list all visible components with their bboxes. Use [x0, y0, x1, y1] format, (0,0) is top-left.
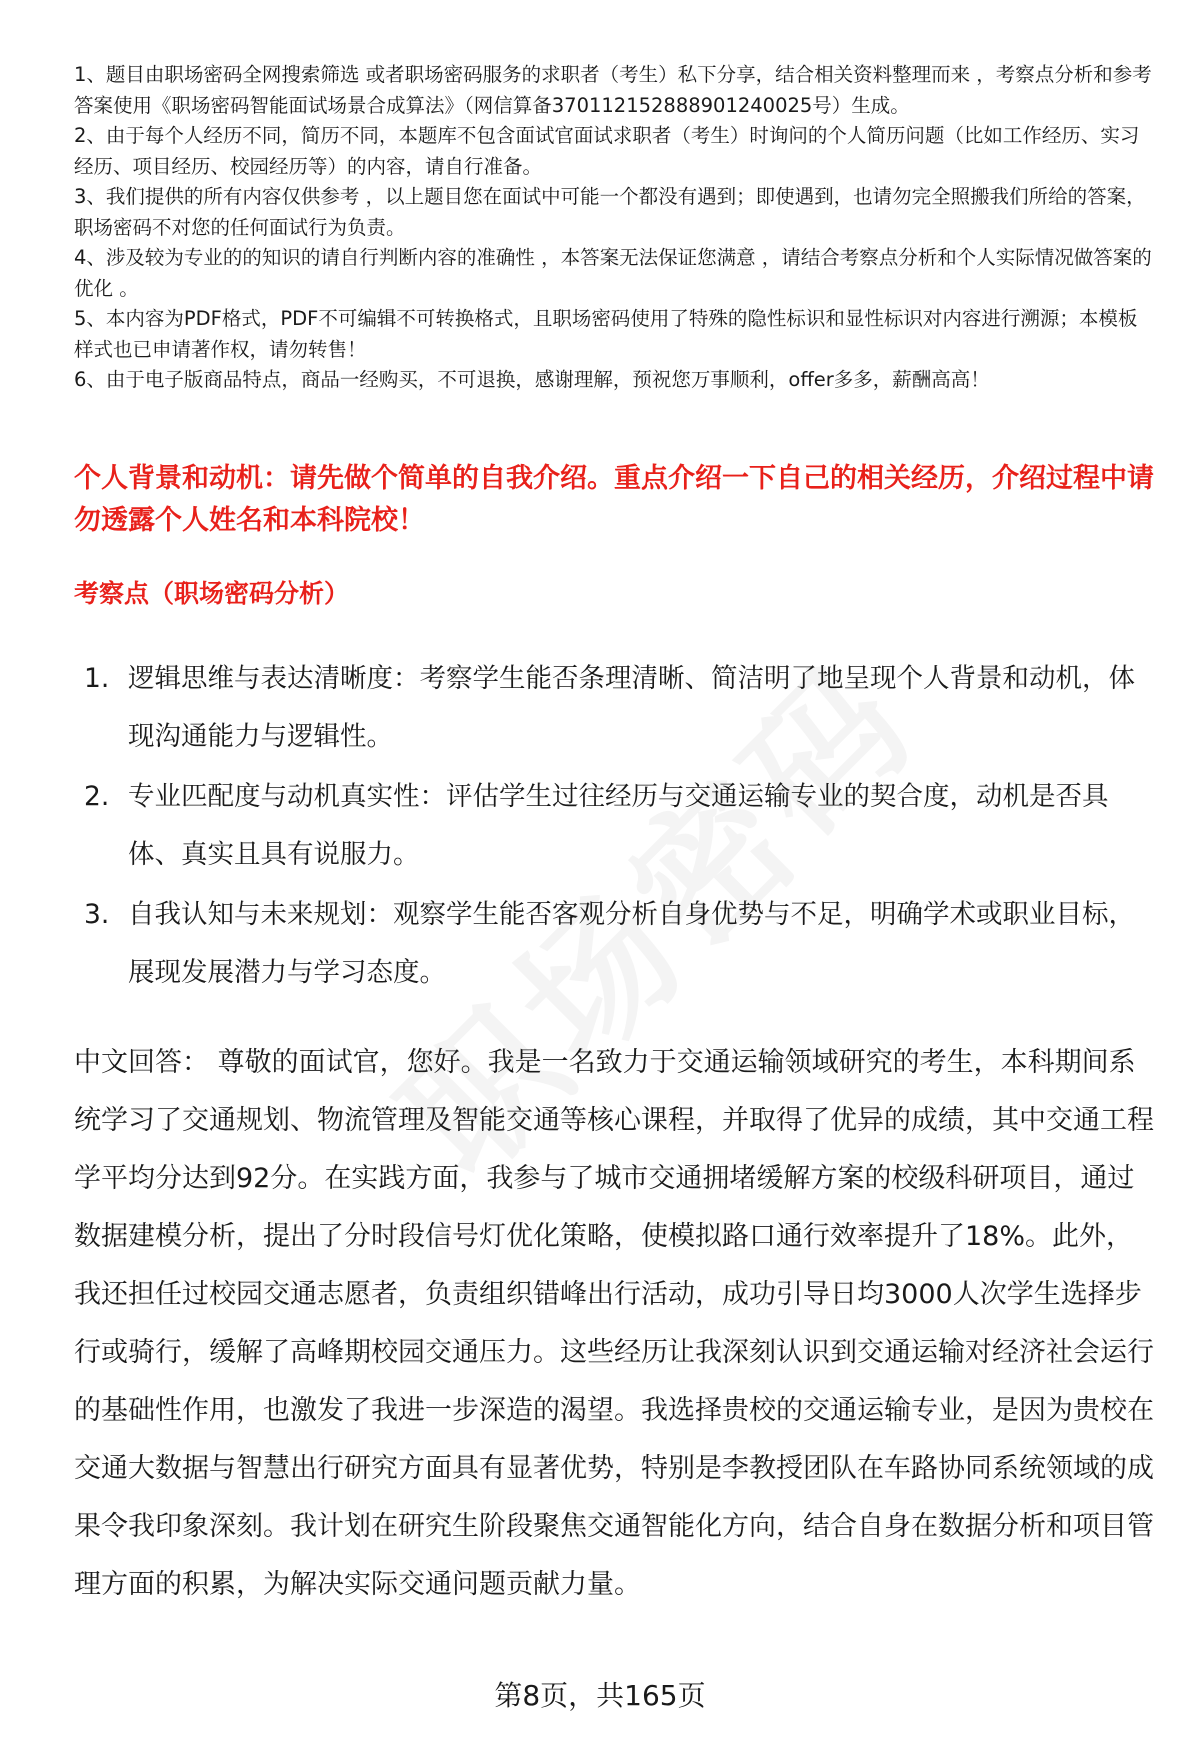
analysis-heading: 考察点（职场密码分析） [74, 579, 350, 608]
notice-item: 6、由于电子版商品特点，商品一经购买，不可退换，感谢理解，预祝您万事顺利，offer多多，薪酬高高！ [74, 368, 990, 391]
point-number: 2. [84, 781, 110, 812]
analysis-points [84, 650, 1154, 1004]
analysis-point [84, 650, 1154, 766]
notice-item: 1、题目由职场密码全网搜索筛选 或者职场密码服务的求职者（考生）私下分享，结合相关资料整理而来 ，考察点分析和参考答案使用《职场密码智能面试场景合成算法》（网信算备370112152888901240025号）生成。 [74, 63, 1152, 117]
point-text: 自我认知与未来规划：观察学生能否客观分析自身优势与不足，明确学术或职业目标，展现发展潜力与学习态度。 [128, 899, 1135, 988]
point-number: 3. [84, 899, 110, 930]
notice-item: 5、本内容为PDF格式，PDF不可编辑不可转换格式，且职场密码使用了特殊的隐性标识和显性标识对内容进行溯源；本模板样式也已申请著作权，请勿转售！ [74, 307, 1138, 361]
point-text: 逻辑思维与表达清晰度：考察学生能否条理清晰、简洁明了地呈现个人背景和动机，体现沟通能力与逻辑性。 [128, 663, 1135, 752]
analysis-point [84, 768, 1154, 884]
answer-paragraph: 中文回答： 尊敬的面试官，您好。我是一名致力于交通运输领域研究的考生，本科期间系统学习了交通规划、物流管理及智能交通等核心课程，并取得了优异的成绩，其中交通工程学平均分达到92分。在实践方面，我参与了城市交通拥堵缓解方案的校级科研项目，通过数据建模分析，提出了分时段信号灯优化策略，使模拟路口通行效率提升了18%。此外，我还担任过校园交通志愿者，负责组织错峰出行活动，成功引导日均3000人次学生选择步行或骑行，缓解了高峰期校园交通压力。这些经历让我深刻认识到交通运输对经济社会运行的基础性作用，也激发了我进一步深造的渴望。我选择贵校的交通运输专业，是因为贵校在交通大数据与智慧出行研究方面具有显著优势，特别是李教授团队在车路协同系统领域的成果令我印象深刻。我计划在研究生阶段聚焦交通智能化方向，结合自身在数据分析和项目管理方面的积累，为解决实际交通问题贡献力量。 [74, 1047, 1154, 1600]
page-number: 第8页，共165页 [494, 1679, 706, 1712]
question-heading: 个人背景和动机：请先做个简单的自我介绍。重点介绍一下自己的相关经历，介绍过程中请勿透露个人姓名和本科院校！ [74, 463, 1154, 536]
notice-item: 4、涉及较为专业的的知识的请自行判断内容的准确性 ，本答案无法保证您满意 ，请结合考察点分析和个人实际情况做答案的优化 。 [74, 246, 1152, 300]
point-text: 专业匹配度与动机真实性：评估学生过往经历与交通运输专业的契合度，动机是否具体、真实且具有说服力。 [128, 781, 1109, 870]
notice-item: 2、由于每个人经历不同，简历不同，本题库不包含面试官面试求职者（考生）时询问的个人简历问题（比如工作经历、实习经历、项目经历、校园经历等）的内容，请自行准备。 [74, 124, 1140, 178]
notice-list [74, 60, 1154, 396]
point-number: 1. [84, 663, 110, 694]
analysis-point [84, 886, 1154, 1002]
notice-item: 3、我们提供的所有内容仅供参考 ，以上题目您在面试中可能一个都没有遇到；即使遇到，也请勿完全照搬我们所给的答案，职场密码不对您的任何面试行为负责。 [74, 185, 1146, 239]
